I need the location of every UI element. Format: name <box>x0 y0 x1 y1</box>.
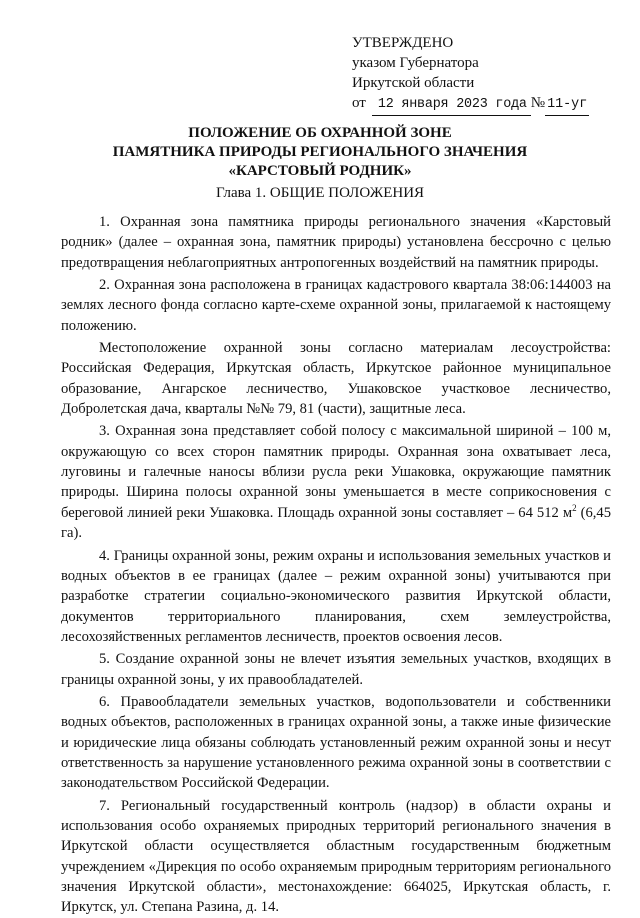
title-line-3: «КАРСТОВЫЙ РОДНИК» <box>228 163 412 179</box>
chapter-heading: Глава 1. ОБЩИЕ ПОЛОЖЕНИЯ <box>215 185 425 201</box>
paragraph-location: Местоположение охранной зоны согласно материалам лесоустройства: Российская Федерация, Иркутская область, Иркутское районное муниципальное образование, Ангарское лесничество, Ушаковское участковое лесничество, Добролетская дача, кварталы №№ 79, 81 (части), защитные леса. <box>61 340 611 418</box>
document-body <box>61 212 611 918</box>
paragraph-3-text: 3. Охранная зона представляет собой полосу с максимальной шириной – 100 м, окружающую со всех сторон памятник природы. Охранная зона охватывает леса, луговины и галечные наносы вблизи русла реки Ушаковка, окружающие памятник природы. Ширина полосы охранной зоны уменьшается в месте соприкосновения с береговой линией реки Ушаковка. Площадь охранной зоны составляет – 64 512 м <box>61 423 611 521</box>
approval-number: 11-уг <box>545 95 589 116</box>
paragraph-3-area: (6,45 га). <box>61 504 611 542</box>
paragraph-3 <box>61 421 611 543</box>
paragraph-1: 1. Охранная зона памятника природы регионального значения «Карстовый родник» (далее – охранная зона, памятник природы) установлена бессрочно с целью предотвращения неблагоприятных антропогенных воздействий на памятник природы. <box>61 214 611 271</box>
paragraph-7: 7. Региональный государственный контроль (надзор) в области охраны и использования особо охраняемых природных территорий регионального значения в Иркутской области осуществляется областным государственным бюджетным учреждением «Дирекция по особо охраняемым природным территориям регионального значения Иркутской области», местонахождение: 664025, Иркутская область, г. Иркутск, ул. Степана Разина, д. 14. <box>61 797 611 916</box>
approval-decree: указом Губернатора <box>352 55 479 71</box>
approval-date-line <box>352 93 589 116</box>
paragraph-4: 4. Границы охранной зоны, режим охраны и использования земельных участков и водных объектов в ее границах (далее – режим охранной зоны) учитываются при разработке стратегии социально-экономического развития Иркутской области, документов территориального планирования, схем землеустройства, лесохозяйственных регламентов лесничеств, проектов освоения лесов. <box>61 547 611 645</box>
area-unit-superscript: 2 <box>572 502 577 513</box>
paragraph-2: 2. Охранная зона расположена в границах кадастрового квартала 38:06:144003 на землях лесного фонда согласно карте-схеме охранной зоны, прилагаемой к настоящему положению. <box>61 277 611 334</box>
approval-region: Иркутской области <box>352 75 475 91</box>
approval-heading: УТВЕРЖДЕНО <box>352 35 454 51</box>
document-title <box>0 124 640 181</box>
title-line-1: ПОЛОЖЕНИЕ ОБ ОХРАННОЙ ЗОНЕ <box>188 125 452 141</box>
approval-number-sign: № <box>530 95 546 111</box>
paragraph-6: 6. Правообладатели земельных участков, водопользователи и собственники водных объектов, расположенных в границах охранной зоны, а также иные физические и юридические лица обязаны соблюдать установленный режим охранной зоны и несут ответственность за нарушение установленного режима охранной зоны в соответствии с законодательством Российской Федерации. <box>61 693 611 792</box>
title-line-2: ПАМЯТНИКА ПРИРОДЫ РЕГИОНАЛЬНОГО ЗНАЧЕНИЯ <box>112 144 528 160</box>
approval-date-prefix: от <box>352 95 366 111</box>
paragraph-5: 5. Создание охранной зоны не влечет изъятия земельных участков, входящих в границы охранной зоны, у их правообладателей. <box>61 651 611 688</box>
approval-date: 12 января 2023 года <box>372 95 531 116</box>
approval-stamp <box>352 33 589 116</box>
